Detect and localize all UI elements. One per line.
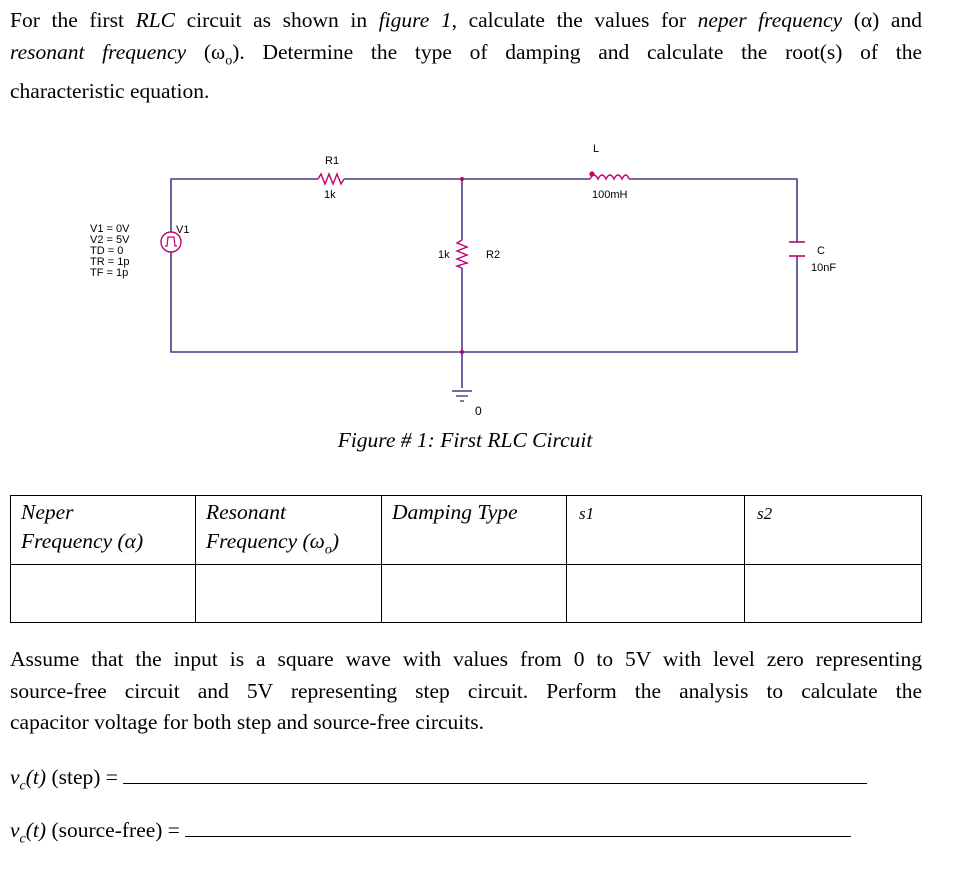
ground-label: 0 <box>475 404 482 418</box>
table-row <box>11 565 922 623</box>
ground-symbol <box>452 391 472 401</box>
source-parameters <box>90 223 130 279</box>
header-resonant-frequency: Resonant Frequency $(\omega_o)$ <box>196 496 382 565</box>
capacitor-name: C <box>817 245 825 257</box>
cell-damping-type[interactable] <box>382 565 567 623</box>
assume-line-3: capacitor voltage for both step and source-free circuits. <box>10 710 484 734</box>
table-header-row <box>11 496 922 565</box>
source-param: TD = 0 <box>90 245 124 257</box>
header-s1: s1 <box>567 496 745 565</box>
source-param: V1 = 0V <box>90 223 130 235</box>
capacitor-value: 10nF <box>811 262 837 274</box>
problem-line-2: resonant frequency $(\omega_o)$. Determine the type of damping and calculate the root(s) of the <box>10 39 923 68</box>
problem-statement <box>10 5 922 108</box>
results-table <box>10 495 922 623</box>
r1-resistor-symbol <box>318 174 344 184</box>
inductor-name: L <box>593 143 600 155</box>
r2-name: R2 <box>486 249 501 261</box>
source-free-answer-blank[interactable] <box>185 816 851 837</box>
cell-neper-frequency[interactable] <box>11 565 196 623</box>
inductor-symbol <box>590 175 629 179</box>
problem-line-3: characteristic equation. <box>10 79 210 104</box>
problem-line-1: For the first RLC circuit as shown in figure 1, calculate the values for neper frequency (α) and <box>10 8 922 32</box>
assume-line-2: source-free circuit and 5V representing step circuit. Perform the analysis to calculate the <box>10 678 922 703</box>
rlc-circuit-schematic <box>0 130 973 430</box>
step-answer-blank[interactable] <box>123 763 867 784</box>
source-param: TF = 1p <box>90 267 129 279</box>
header-s2: s2 <box>745 496 922 565</box>
header-neper-frequency: Neper Frequency (α) <box>11 496 196 565</box>
r2-resistor-symbol <box>457 240 467 268</box>
assumption-paragraph <box>10 644 922 739</box>
r1-value: 1k <box>324 189 336 201</box>
step-answer-line: $v_c(t)$ (step) = <box>10 763 867 794</box>
r2-value: 1k <box>438 249 450 261</box>
r1-name: R1 <box>325 155 340 167</box>
circuit-wires <box>171 179 797 388</box>
cell-resonant-frequency[interactable] <box>196 565 382 623</box>
inductor-value: 100mH <box>592 189 628 201</box>
source-param: TR = 1p <box>90 256 130 268</box>
figure-caption: Figure # 1: First RLC Circuit <box>337 428 593 452</box>
cell-s1[interactable] <box>567 565 745 623</box>
capacitor-symbol <box>789 242 805 256</box>
header-damping-type: Damping Type <box>382 496 567 565</box>
source-name: V1 <box>176 224 190 236</box>
source-free-answer-line: $v_c(t)$ (source-free) = <box>10 816 851 847</box>
source-param: V2 = 5V <box>90 234 130 246</box>
cell-s2[interactable] <box>745 565 922 623</box>
assume-line-1: Assume that the input is a square wave with values from 0 to 5V with level zero representing <box>10 647 922 671</box>
inductor-dot <box>589 171 594 176</box>
